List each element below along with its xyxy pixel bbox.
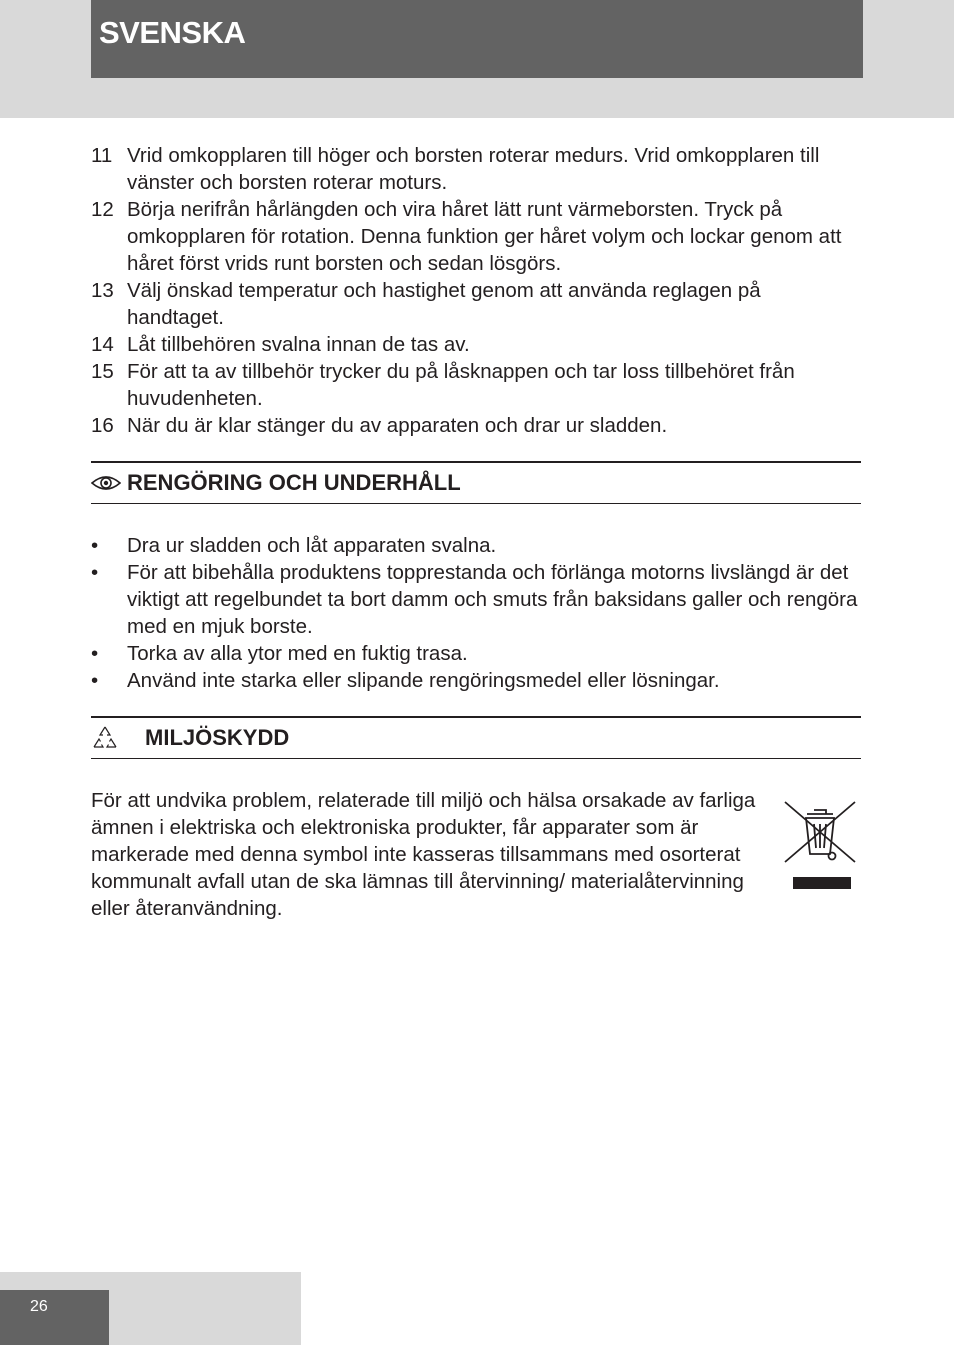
list-item-text: Använd inte starka eller slipande rengöringsmedel eller lösningar. xyxy=(127,669,720,692)
step-number: 11 xyxy=(91,144,113,167)
step-item xyxy=(91,277,863,331)
step-number: 16 xyxy=(91,414,114,437)
step-text: Börja nerifrån hårlängden och vira håret lätt runt värmeborsten. Tryck på omkopplaren för rotation. Denna funktion ger håret volym och lockar genom att håret först vrids runt borsten och sedan lösgörs. xyxy=(127,198,842,275)
list-item-text: Torka av alla ytor med en fuktig trasa. xyxy=(127,642,468,665)
list-item xyxy=(91,559,863,640)
step-item xyxy=(91,358,863,412)
bullet-mark: • xyxy=(91,534,99,557)
step-number: 13 xyxy=(91,279,114,302)
step-item xyxy=(91,196,863,277)
step-text: När du är klar stänger du av apparaten och drar ur sladden. xyxy=(127,414,668,437)
bullet-mark: • xyxy=(91,561,99,584)
cleaning-heading-text: RENGÖRING OCH UNDERHÅLL xyxy=(127,470,461,495)
bullet-mark: • xyxy=(91,642,99,665)
list-item xyxy=(91,667,863,694)
step-text: Välj önskad temperatur och hastighet genom att använda reglagen på handtaget. xyxy=(127,279,761,329)
step-number: 12 xyxy=(91,198,114,221)
step-text: Låt tillbehören svalna innan de tas av. xyxy=(127,333,470,356)
list-item xyxy=(91,640,863,667)
step-number: 15 xyxy=(91,360,114,383)
list-item xyxy=(91,532,863,559)
step-item xyxy=(91,412,863,439)
recycle-icon xyxy=(91,725,145,751)
step-number: 14 xyxy=(91,333,114,356)
steps-list xyxy=(91,142,863,439)
header-title-box xyxy=(91,0,863,78)
step-item xyxy=(91,331,863,358)
step-text: Vrid omkopplaren till höger och borsten roterar medurs. Vrid omkopplaren till vänster och borsten roterar moturs. xyxy=(127,144,820,194)
environment-section-heading xyxy=(91,716,861,759)
cleaning-list xyxy=(91,532,863,694)
step-item xyxy=(91,142,863,196)
crossed-out-wheelie-bin-icon xyxy=(783,800,857,890)
list-item-text: Dra ur sladden och låt apparaten svalna. xyxy=(127,534,497,557)
step-text: För att ta av tillbehör trycker du på låsknappen och tar loss tillbehöret från huvudenheten. xyxy=(127,360,795,410)
eye-icon xyxy=(91,473,127,493)
page-number: 26 xyxy=(30,1298,48,1315)
footer-page-box xyxy=(0,1290,109,1345)
environment-heading-text: MILJÖSKYDD xyxy=(145,725,290,750)
page-title: SVENSKA xyxy=(99,15,246,50)
bullet-mark: • xyxy=(91,669,99,692)
list-item-text: För att bibehålla produktens topprestanda och förlänga motorns livslängd är det viktigt att regelbundet ta bort damm och smuts från baksidans galler och rengöra med en mjuk borste. xyxy=(127,561,858,638)
environment-paragraph: För att undvika problem, relaterade till miljö och hälsa orsakade av farliga ämnen i elektriska och elektroniska produkter, får apparater som är markerade med denna symbol inte kasseras tillsammans med osorterat kommunalt avfall utan de ska lämnas till återvinning/ materialåtervinning eller återanvändning. xyxy=(91,789,756,920)
cleaning-section-heading xyxy=(91,461,861,504)
